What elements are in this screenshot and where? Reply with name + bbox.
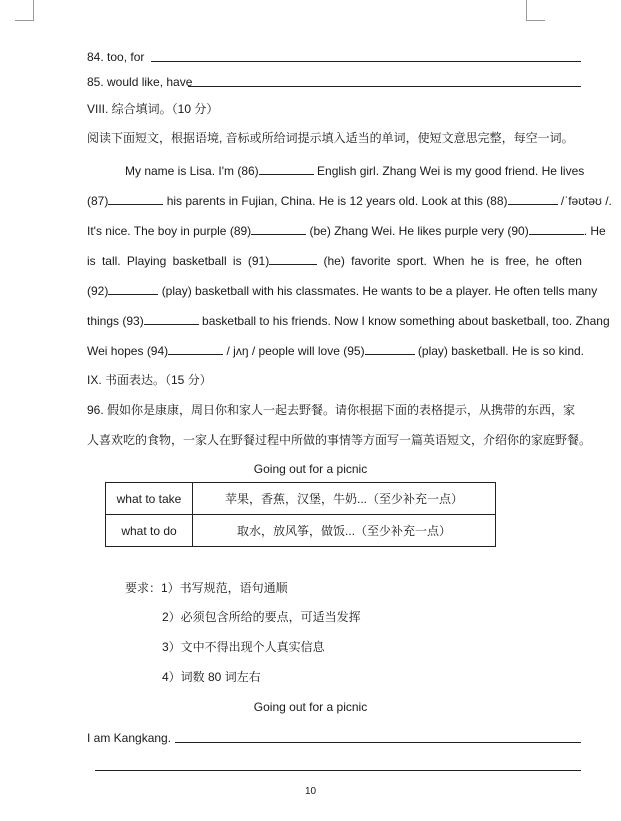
table-row	[106, 515, 496, 547]
passage-text: (play) basketball. He is so kind.	[417, 344, 584, 358]
blank-88[interactable]	[508, 193, 558, 205]
passage-text: (87)	[87, 194, 109, 208]
passage-line-1	[125, 163, 585, 178]
requirement-3: 3）文中不得出现个人真实信息	[162, 640, 325, 654]
essay-line-1[interactable]	[175, 742, 581, 743]
row-content: 取水，放风筝，做饭...（至少补充一点）	[193, 515, 496, 547]
section-8-instruction: 阅读下面短文，根据语境, 音标或所给词提示填入适当的单词，使短文意思完整，每空一词。	[87, 131, 574, 145]
answer-line-84[interactable]	[151, 61, 581, 62]
section-9-heading: IX. 书面表达。（15 分）	[87, 373, 212, 387]
passage-text: (play) basketball with his classmates. He wants to be a player. He often tells many	[161, 284, 598, 298]
passage-text: (he) favorite sport. When he is free, he often	[323, 254, 582, 268]
requirement-4: 4）词数 80 词左右	[162, 670, 261, 684]
passage-line-5	[87, 283, 598, 298]
passage-text: basketball to his friends. Now I know something about basketball, too. Zhang	[202, 314, 610, 328]
passage-line-7	[87, 343, 582, 358]
blank-92[interactable]	[108, 283, 158, 295]
page-number: 10	[304, 786, 317, 797]
row-content: 苹果，香蕉，汉堡，牛奶...（至少补充一点）	[193, 483, 496, 515]
passage-text: (92)	[87, 284, 109, 298]
passage-text: things (93)	[87, 314, 144, 328]
picnic-table	[105, 482, 496, 547]
blank-93[interactable]	[144, 313, 199, 325]
blank-90[interactable]	[529, 223, 584, 235]
passage-text: Wei hopes (94)	[87, 344, 169, 358]
passage-line-4	[87, 253, 582, 268]
passage-line-6	[87, 313, 610, 328]
crop-mark-right	[526, 0, 545, 21]
passage-text: . He	[583, 224, 606, 238]
passage-text: /ˈfəʊtəʊ /.	[560, 194, 612, 208]
passage-text: English girl. Zhang Wei is my good friend. He lives	[317, 164, 585, 178]
passage-text: It's nice. The boy in purple (89)	[87, 224, 252, 238]
essay-title: Going out for a picnic	[253, 700, 368, 714]
passage-text: My name is Lisa. I'm (86)	[125, 164, 259, 178]
passage-line-3	[87, 223, 606, 238]
blank-95[interactable]	[365, 343, 415, 355]
row-label: what to do	[106, 515, 193, 547]
passage-text: is tall. Playing basketball is (91)	[87, 254, 270, 268]
essay-start: I am Kangkang.	[87, 731, 172, 745]
section-8-heading: VIII. 综合填词。（10 分）	[87, 102, 219, 116]
blank-86[interactable]	[259, 163, 314, 175]
question-96-line-2: 人喜欢吃的食物，一家人在野餐过程中所做的事情等方面写一篇英语短文，介绍你的家庭野餐。	[87, 433, 592, 447]
table-row	[106, 483, 496, 515]
item-85: 85. would like, have	[87, 75, 193, 89]
blank-91[interactable]	[269, 253, 317, 265]
item-84: 84. too, for	[87, 50, 145, 64]
essay-line-2[interactable]	[95, 770, 581, 771]
requirement-2: 2）必须包含所给的要点，可适当发挥	[162, 610, 361, 624]
passage-text: / jʌŋ / people will love (95)	[226, 344, 365, 358]
passage-text: (be) Zhang Wei. He likes purple very (90)	[309, 224, 529, 238]
passage-line-2	[87, 193, 612, 208]
crop-mark-left	[15, 0, 34, 21]
blank-89[interactable]	[251, 223, 306, 235]
passage-text: his parents in Fujian, China. He is 12 years old. Look at this (88)	[166, 194, 508, 208]
table-title: Going out for a picnic	[253, 462, 368, 476]
requirement-1: 要求：1）书写规范，语句通顺	[125, 581, 288, 595]
question-96-line-1: 96. 假如你是康康，周日你和家人一起去野餐。请你根据下面的表格提示，从携带的东西，家	[87, 403, 576, 417]
blank-94[interactable]	[168, 343, 223, 355]
row-label: what to take	[106, 483, 193, 515]
blank-87[interactable]	[108, 193, 163, 205]
answer-line-85[interactable]	[188, 86, 581, 87]
